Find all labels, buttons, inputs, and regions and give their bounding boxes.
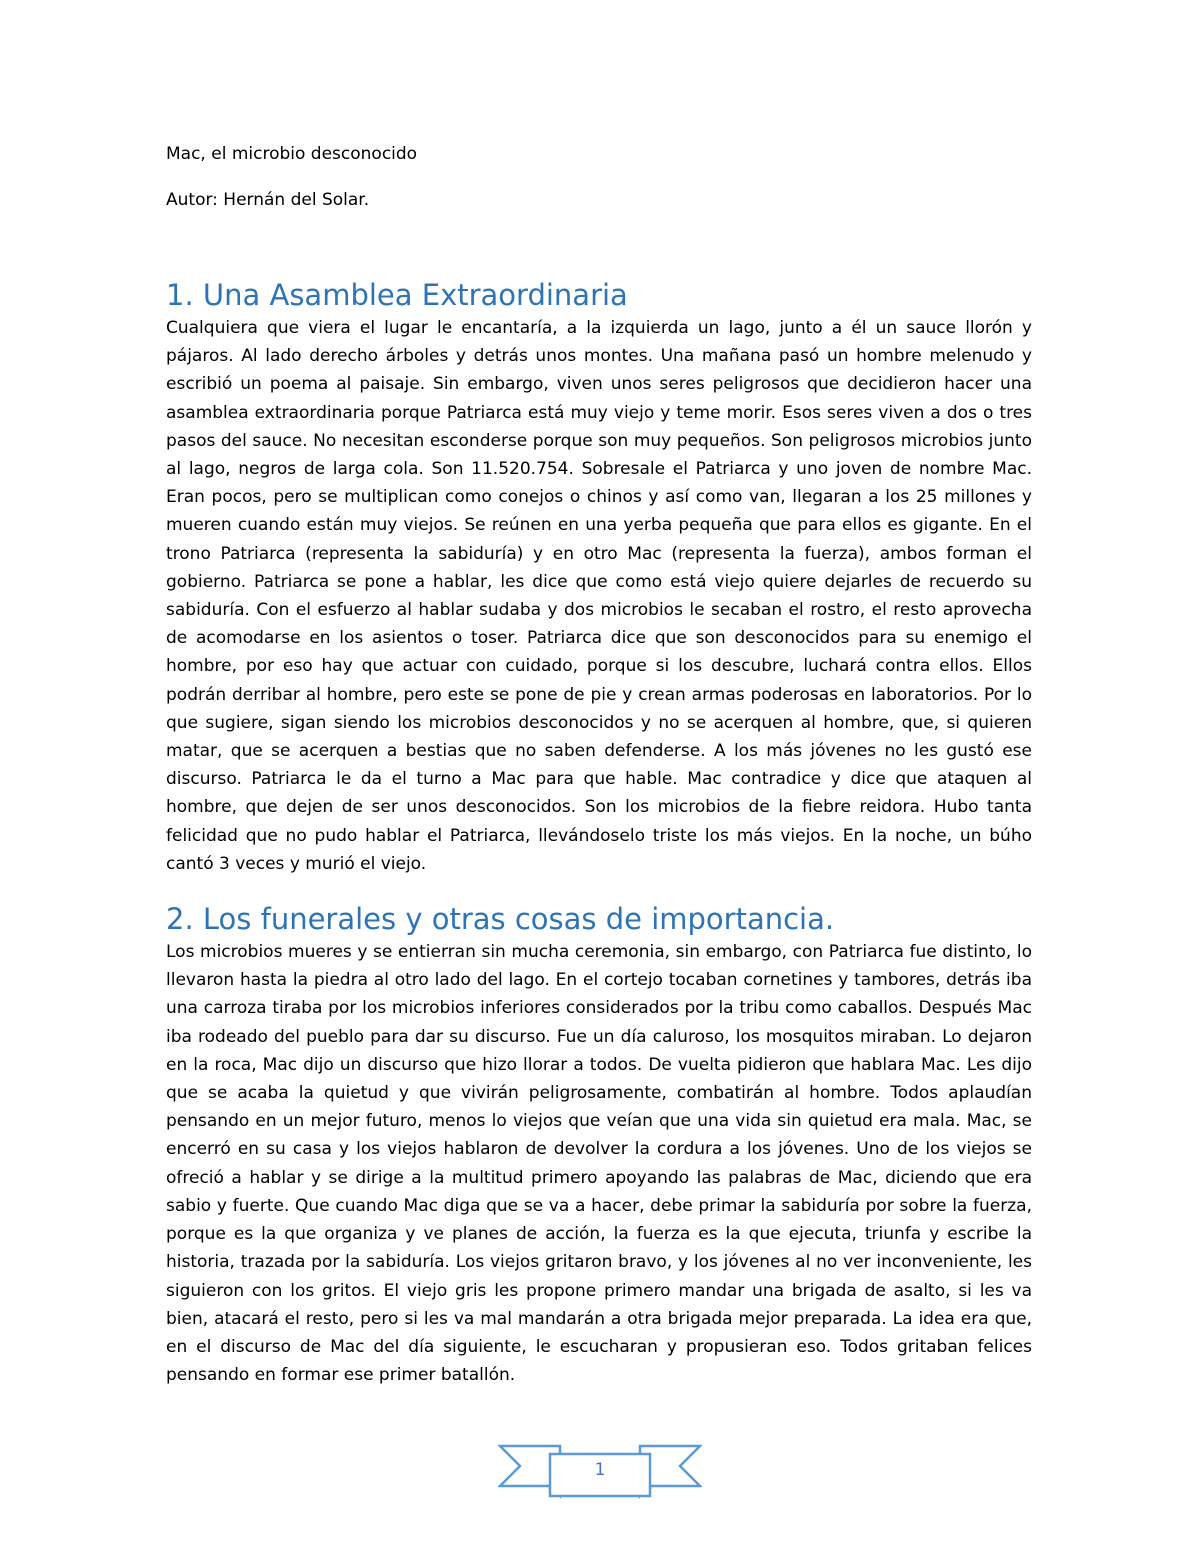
document-author: Autor: Hernán del Solar. — [166, 190, 370, 210]
section-body-2: Los microbios mueres y se entierran sin mucha ceremonia, sin embargo, con Patriarca fue distinto, lo llevaron hasta la piedra al otro lado del lago. En el cortejo tocaban cornetines y tambores, detrás iba una carroza tiraba por los microbios inferiores considerados por la tribu como caballos. Después Mac iba rodeado del pueblo para dar su discurso. Fue un día caluroso, los mosquitos miraban. Lo dejaron en la roca, Mac dijo un discurso que hizo llorar a todos. De vuelta pidieron que hablara Mac. Les dijo que se acaba la quietud y que vivirán peligrosamente, combatirán al hombre. Todos aplaudían pensando en un mejor futuro, menos lo viejos que veían que una vida sin quietud era mala. Mac, se encerró en su casa y los viejos hablaron de devolver la cordura a los jóvenes. Uno de los viejos se ofreció a hablar y se dirige a la multitud primero apoyando las palabras de Mac, diciendo que era sabio y fuerte. Que cuando Mac diga que se va a hacer, debe primar la sabiduría por sobre la fuerza, porque es la que organiza y ve planes de acción, la fuerza es la que ejecuta, triunfa y escribe la historia, trazada por la sabiduría. Los viejos gritaron bravo, y los jóvenes al no ver inconveniente, les siguieron con los gritos. El viejo gris les propone primero mandar una brigada de asalto, si les va bien, atacará el resto, pero si les va mal mandarán a otra brigada mejor preparada. La idea era que, en el discurso de Mac del día siguiente, le escucharan y propusieran eso. Todos gritaban felices pensando en formar ese primer batallón. — [166, 942, 1032, 1386]
section-heading-1: 1. Una Asamblea Extraordinaria — [166, 278, 628, 312]
document-title: Mac, el microbio desconocido — [166, 144, 418, 164]
section-heading-2: 2. Los funerales y otras cosas de importancia. — [166, 902, 835, 937]
page-number: 1 — [594, 1460, 606, 1480]
page-footer — [498, 1440, 702, 1502]
section-body-1: Cualquiera que viera el lugar le encantaría, a la izquierda un lago, junto a él un sauce llorón y pájaros. Al lado derecho árboles y detrás unos montes. Una mañana pasó un hombre melenudo y escribió un poema al paisaje. Sin embargo, viven unos seres peligrosos que decidieron hacer una asamblea extraordinaria porque Patriarca está muy viejo y teme morir. Esos seres viven a dos o tres pasos del sauce. No necesitan esconderse porque son muy pequeños. Son peligrosos microbios junto al lago, negros de larga cola. Son 11.520.754. Sobresale el Patriarca y uno joven de nombre Mac. Eran pocos, pero se multiplican como conejos o chinos y así como van, llegaran a los 25 millones y mueren cuando están muy viejos. Se reúnen en una yerba pequeña que para ellos es gigante. En el trono Patriarca (representa la sabiduría) y en otro Mac (representa la fuerza), ambos forman el gobierno. Patriarca se pone a hablar, les dice que como está viejo quiere dejarles de recuerdo su sabiduría. Con el esfuerzo al hablar sudaba y dos microbios le secaban el rostro, el resto aprovecha de acomodarse en los asientos o toser. Patriarca dice que son desconocidos para su enemigo el hombre, por eso hay que actuar con cuidado, porque si los descubre, luchará contra ellos. Ellos podrán derribar al hombre, pero este se pone de pie y crean armas poderosas en laboratorios. Por lo que sugiere, sigan siendo los microbios desconocidos y no se acerquen al hombre, que, si quieren matar, que se acerquen a bestias que no saben defenderse. A los más jóvenes no les gustó ese discurso. Patriarca le da el turno a Mac para que hable. Mac contradice y dice que ataquen al hombre, que dejen de ser unos desconocidos. Son los microbios de la fiebre reidora. Hubo tanta felicidad que no pudo hablar el Patriarca, llevándoselo triste los más viejos. En la noche, un búho cantó 3 veces y murió el viejo. — [166, 318, 1032, 874]
document-body — [166, 140, 1032, 1389]
